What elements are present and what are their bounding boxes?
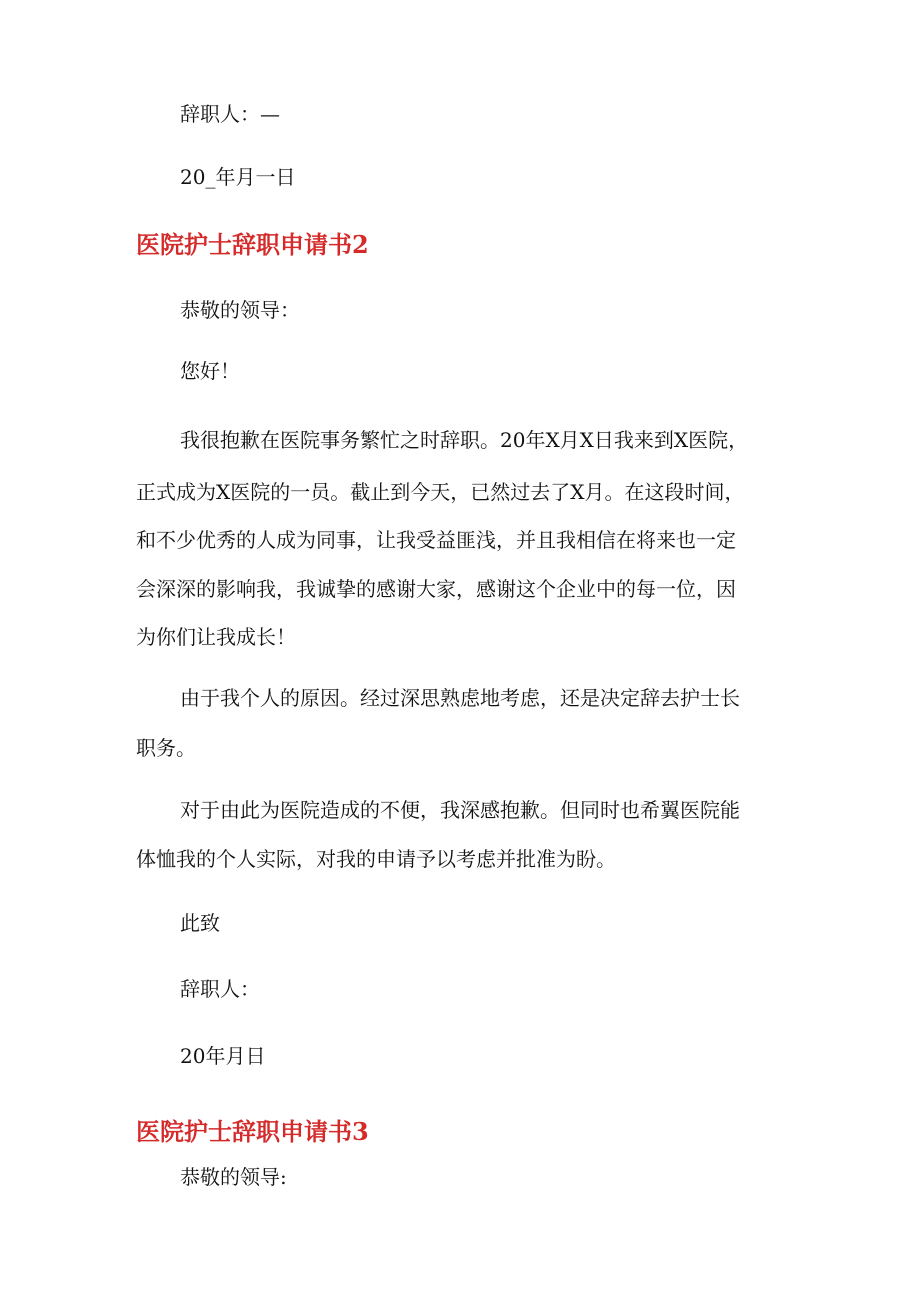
greeting-2: 您好！ (180, 359, 240, 383)
paragraph-line: 和不少优秀的人成为同事，让我受益匪浅，并且我相信在将来也一定 (136, 528, 736, 552)
section-heading-2: 医院护士辞职申请书2 (136, 230, 369, 259)
salutation-3: 恭敬的领导: (180, 1165, 287, 1189)
paragraph-line: 由于我个人的原因。经过深思熟虑地考虑，还是决定辞去护士长 (180, 686, 740, 710)
date-line-1: 20_年月一日 (180, 165, 296, 189)
paragraph-line: 职务。 (136, 736, 196, 760)
paragraph-line: 为你们让我成长！ (136, 625, 296, 649)
paragraph-line: 正式成为X医院的一员。截止到今天，已然过去了X月。在这段时间， (136, 480, 745, 504)
section-heading-3: 医院护士辞职申请书3 (136, 1117, 369, 1146)
closing-2: 此致 (180, 911, 220, 935)
paragraph-line: 体恤我的个人实际，对我的申请予以考虑并批准为盼。 (136, 847, 616, 871)
paragraph-line: 会深深的影响我，我诚挚的感谢大家，感谢这个企业中的每一位，因 (136, 577, 736, 601)
salutation-2: 恭敬的领导： (180, 298, 300, 322)
paragraph-line: 对于由此为医院造成的不便，我深感抱歉。但同时也希翼医院能 (180, 798, 740, 822)
date-line-2: 20年月日 (180, 1044, 266, 1068)
signer-line-1: 辞职人：— (180, 102, 280, 126)
signer-line-2: 辞职人： (180, 977, 260, 1001)
paragraph-line: 我很抱歉在医院事务繁忙之时辞职。20年X月X日我来到X医院， (180, 428, 749, 452)
